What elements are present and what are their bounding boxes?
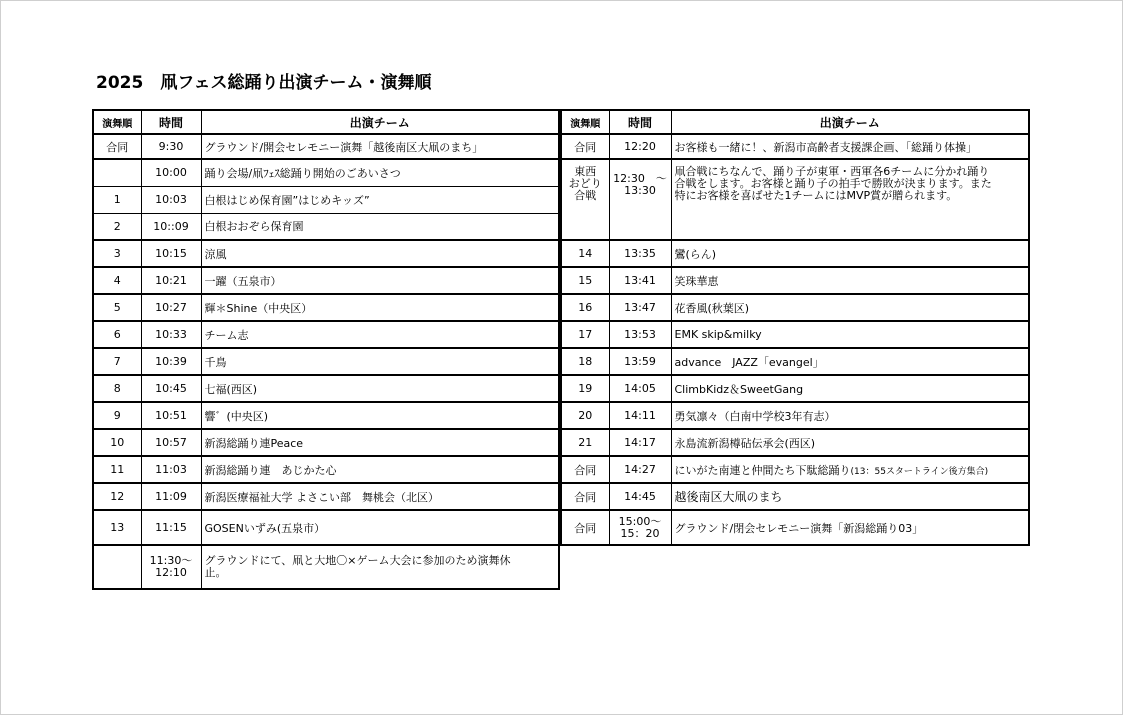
row-order: 13 [93,510,141,545]
row-team [671,159,1029,240]
table-row [561,134,1029,159]
row-time: 9:30 [141,134,201,159]
table-row [561,294,1029,321]
time-line: 12:30 ～ [613,172,667,185]
row-order: 2 [93,213,141,240]
row-team: グラウンド/開会セレモニー演舞「越後南区大凧のまち」 [201,134,559,159]
table-row [93,240,559,267]
row-time: 13:47 [609,294,671,321]
table-row [93,213,559,240]
table-row [93,348,559,375]
row-order: 8 [93,375,141,402]
row-team: 新潟医療福祉大学 よさこい部 舞桃会（北区） [201,483,559,510]
header-team: 出演チーム [201,110,559,134]
row-order: 9 [93,402,141,429]
team-line: 特にお客様を喜ばせた1チームにはMVP賞が贈られます。 [674,189,958,202]
row-team: 涼風 [201,240,559,267]
row-order: 18 [561,348,609,375]
row-order: 3 [93,240,141,267]
row-order [93,545,141,589]
row-order: 12 [93,483,141,510]
order-line: 合戦 [574,189,597,202]
row-team: 白根はじめ保育園”はじめキッズ” [201,186,559,213]
team-line: グラウンドにて、凧と大地〇×ゲーム大会に参加のため演舞休 [204,554,511,567]
time-line: 11:30～ [149,554,193,567]
row-order: 合同 [561,134,609,159]
row-time: 11:15 [141,510,201,545]
table-row [561,456,1029,483]
table-row [93,267,559,294]
row-time: 10:21 [141,267,201,294]
header-time: 時間 [609,110,671,134]
row-order: 7 [93,348,141,375]
row-time: 10:57 [141,429,201,456]
table-row [561,267,1029,294]
row-team: 白根おおぞら保育園 [201,213,559,240]
team-line: 凧合戦にちなんで、踊り子が東軍・西軍各6チームに分かれ踊り [674,165,990,178]
table-row [93,510,559,545]
row-order [93,159,141,186]
row-order: 合同 [561,456,609,483]
row-order: 6 [93,321,141,348]
table-row [93,429,559,456]
table-row [93,134,559,159]
row-time: 10:00 [141,159,201,186]
row-team: チーム志 [201,321,559,348]
row-team: 花香風(秋葉区) [671,294,1029,321]
row-team: 勇気凛々（白南中学校3年有志） [671,402,1029,429]
row-order: 1 [93,186,141,213]
row-time: 13:35 [609,240,671,267]
time-line: 13:30 [624,184,656,197]
row-time: 10:27 [141,294,201,321]
team-name: にいがた南連と仲間たち下駄総踊り [674,463,851,477]
table-row [93,483,559,510]
table-row [561,402,1029,429]
row-team: 響゛(中央区) [201,402,559,429]
table-header-row [561,110,1029,134]
header-team: 出演チーム [671,110,1029,134]
team-line: 合戦をします。お客様と踊り子の拍手で勝敗が決まります。また [674,177,992,190]
row-order: 11 [93,456,141,483]
row-team: EMK skip&milky [671,321,1029,348]
time-line: 15：20 [620,526,660,540]
row-team: 輝＊Shine（中央区） [201,294,559,321]
row-time: 11:09 [141,483,201,510]
row-time: 12:20 [609,134,671,159]
table-row [93,402,559,429]
row-time [609,510,671,545]
row-team [671,456,1029,483]
row-team: 笑珠華恵 [671,267,1029,294]
row-time: 14:45 [609,483,671,510]
row-team: グラウンド/閉会セレモニー演舞「新潟総踊り03」 [671,510,1029,545]
table-row [93,375,559,402]
table-row [93,456,559,483]
table-row-battle [561,159,1029,240]
row-time: 13:59 [609,348,671,375]
row-order: 14 [561,240,609,267]
row-time: 10:15 [141,240,201,267]
table-row [561,483,1029,510]
row-order: 合同 [93,134,141,159]
row-team: 新潟総踊り連 あじかた心 [201,456,559,483]
row-time: 14:17 [609,429,671,456]
table-row [93,186,559,213]
order-line: 東西 [574,165,597,178]
row-order: 合同 [561,510,609,545]
row-time: 10:33 [141,321,201,348]
row-team: advance JAZZ「evangel」 [671,348,1029,375]
row-team: ClimbKidz＆SweetGang [671,375,1029,402]
table-row [561,429,1029,456]
row-time: 14:05 [609,375,671,402]
schedule-table-right [560,109,1030,546]
row-team: 千鳥 [201,348,559,375]
table-row [561,510,1029,545]
row-order: 19 [561,375,609,402]
row-order: 10 [93,429,141,456]
row-team: 新潟総踊り連Peace [201,429,559,456]
row-team [201,545,559,589]
row-team: GOSENいずみ(五泉市） [201,510,559,545]
row-order: 5 [93,294,141,321]
table-row [93,294,559,321]
header-order: 演舞順 [561,110,609,134]
row-time: 13:41 [609,267,671,294]
table-header-row [93,110,559,134]
row-time: 14:11 [609,402,671,429]
row-time: 10:03 [141,186,201,213]
table-row [561,375,1029,402]
table-row [561,348,1029,375]
header-order: 演舞順 [93,110,141,134]
schedule-table-left [92,109,560,590]
table-row [93,159,559,186]
team-note: (13：55スタートライン後方集合) [850,466,989,477]
row-team: 永島流新潟樽砧伝承会(西区) [671,429,1029,456]
row-time: 10:45 [141,375,201,402]
row-order [561,159,609,240]
row-order: 15 [561,267,609,294]
table-row [93,321,559,348]
row-team: 踊り会場/凧ﾌｪｽ総踊り開始のごあいさつ [201,159,559,186]
row-time: 10:39 [141,348,201,375]
row-time: 10::09 [141,213,201,240]
page-title: 2025 凧フェス総踊り出演チーム・演舞順 [96,73,432,93]
row-team: 七福(西区) [201,375,559,402]
order-line: おどり [568,177,602,190]
row-team: 鸞(らん) [671,240,1029,267]
row-time: 13:53 [609,321,671,348]
row-time: 11:03 [141,456,201,483]
table-row-break [93,545,559,589]
time-line: 15:00～ [618,514,662,528]
row-team: 一躍（五泉市） [201,267,559,294]
row-time: 14:27 [609,456,671,483]
row-order: 21 [561,429,609,456]
row-team: お客様も一緒に！、新潟市高齢者支援課企画、「総踊り体操」 [671,134,1029,159]
row-time [609,159,671,240]
table-row [561,240,1029,267]
row-order: 16 [561,294,609,321]
row-order: 合同 [561,483,609,510]
header-time: 時間 [141,110,201,134]
team-line: 止。 [204,566,227,579]
row-team: 越後南区大凧のまち [671,483,1029,510]
time-line: 12:10 [155,566,187,579]
row-time [141,545,201,589]
row-time: 10:51 [141,402,201,429]
row-order: 4 [93,267,141,294]
row-order: 17 [561,321,609,348]
table-row [561,321,1029,348]
row-order: 20 [561,402,609,429]
